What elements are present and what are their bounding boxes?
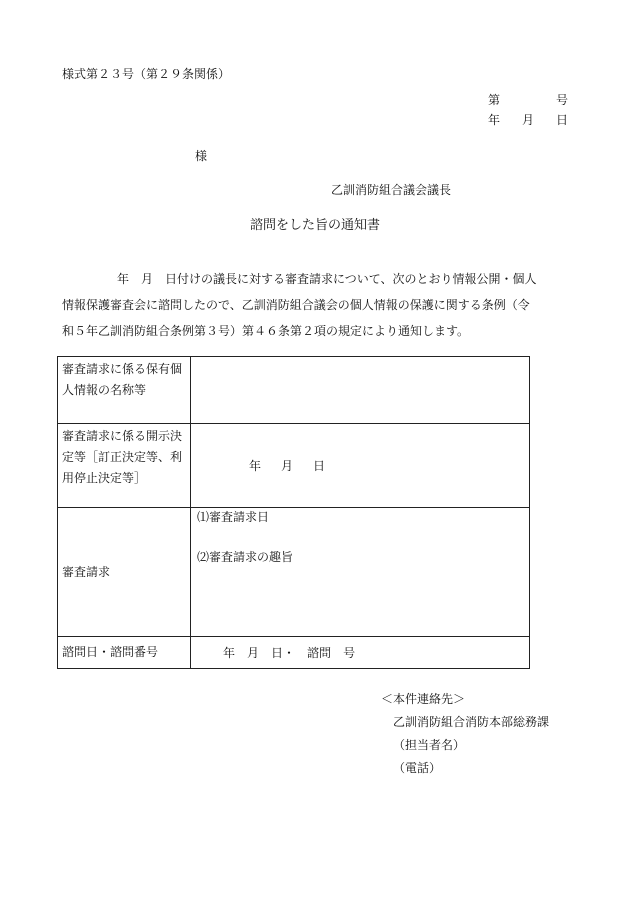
contact-department: 乙訓消防組合消防本部総務課 [393, 715, 550, 729]
document-date-day: 日 [555, 113, 568, 127]
document-number [488, 92, 568, 108]
info-table [57, 356, 530, 669]
contact-person: （担当者名） [393, 738, 466, 752]
consult-word: 諮問 [307, 646, 332, 660]
contact-phone: （電話） [393, 761, 442, 775]
consult-number: 号 [343, 646, 356, 660]
body-line-1: 年 月 日付けの議長に対する審査請求について、次のとおり情報公開・個人 [117, 272, 537, 286]
consultation-value [191, 637, 530, 669]
form-number: 様式第２３号（第２９条関係） [62, 67, 231, 81]
disclosure-decision-date [191, 424, 530, 508]
request-date-item: ⑴審査請求日 [197, 510, 270, 524]
addressee-honorific: 様 [195, 149, 208, 163]
request-label: 審査請求 [58, 508, 191, 637]
table-row [58, 424, 530, 508]
decision-month: 月 [281, 459, 294, 473]
decision-year: 年 [249, 459, 262, 473]
body-line-2: 情報保護審査会に諮問したので、乙訓消防組合議会の個人情報の保護に関する条例（令 [62, 298, 530, 312]
document-number-suffix: 号 [555, 93, 568, 107]
document-date-year: 年 [488, 113, 501, 127]
request-details [191, 508, 530, 637]
decision-day: 日 [313, 459, 326, 473]
info-name-label: 審査請求に係る保有個人情報の名称等 [58, 357, 191, 424]
request-purpose-item: ⑵審査請求の趣旨 [197, 550, 294, 564]
info-name-value [191, 357, 530, 424]
table-row [58, 357, 530, 424]
document-number-prefix: 第 [488, 93, 501, 107]
consult-year: 年 [223, 646, 236, 660]
document-date [488, 112, 568, 128]
disclosure-decision-label: 審査請求に係る開示決定等［訂正決定等、利用停止決定等］ [58, 424, 191, 508]
consult-month: 月 [247, 646, 260, 660]
consultation-label: 諮問日・諮問番号 [58, 637, 191, 669]
contact-heading: ＜本件連絡先＞ [381, 692, 466, 706]
body-text [62, 266, 570, 344]
body-line-3: 和５年乙訓消防組合条例第３号）第４６条第２項の規定により通知します。 [62, 324, 470, 338]
table-row [58, 508, 530, 637]
contact-block [381, 688, 549, 780]
consult-day: 日・ [271, 646, 296, 660]
document-title: 諮問をした旨の通知書 [249, 218, 380, 233]
sender-name: 乙訓消防組合議会議長 [331, 183, 452, 197]
document-date-month: 月 [521, 113, 534, 127]
table-row [58, 637, 530, 669]
